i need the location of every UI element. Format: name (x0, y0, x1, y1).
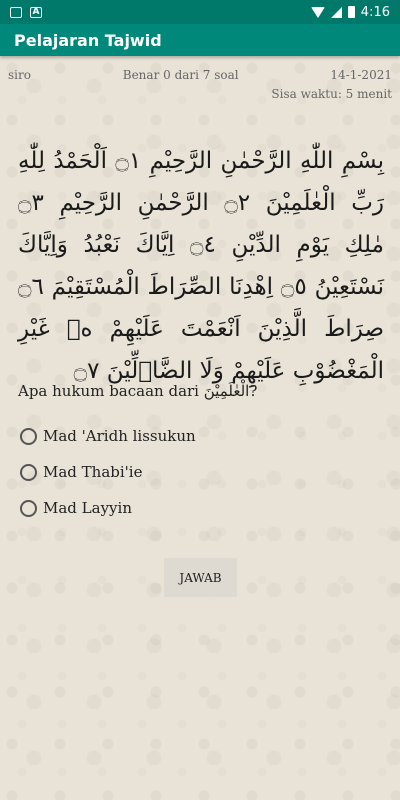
question-text (18, 382, 388, 400)
option-0[interactable] (20, 418, 196, 454)
quran-verse: بِسْمِ اللّٰهِ الرَّحْمٰنِ الرَّحِيْمِ ۝١ اَلْحَمْدُ لِلّٰهِ رَبِّ الْعٰلَمِيْنَ ۝٢ الرَّحْمٰنِ الرَّحِيْمِ ۝٣ مٰلِكِ يَوْمِ الدِّيْنِ ۝٤ اِيَّاكَ نَعْبُدُ وَاِيَّاكَ نَسْتَعِيْنُ ۝٥ اِهْدِنَا الصِّرَاطَ الْمُسْتَقِيْمَ ۝٦ صِرَاطَ الَّذِيْنَ اَنْعَمْتَ عَلَيْهِمْ ەۙ غَيْرِ الْمَغْضُوْبِ عَلَيْهِمْ وَلَا الضَّاۤلِّيْنَ ۝٧ (18, 148, 385, 384)
app-title: Pelajaran Tajwid (14, 30, 162, 50)
option-1[interactable] (20, 454, 196, 490)
signal-icon (331, 7, 342, 18)
option-2[interactable] (20, 490, 196, 526)
submit-answer-button[interactable]: JAWAB (164, 558, 237, 597)
option-label-0: Mad 'Aridh lissukun (43, 427, 196, 445)
answer-options (20, 418, 196, 526)
radio-button-1[interactable] (20, 464, 37, 481)
image-icon (10, 7, 22, 18)
timer-text: Sisa waktu: 5 menit (271, 87, 392, 101)
status-bar (0, 0, 400, 24)
a-icon: A (30, 7, 42, 18)
battery-icon (348, 6, 355, 18)
question-word: الْعٰلَمِيْنَ (203, 382, 250, 400)
user-name: siro (8, 68, 31, 82)
radio-button-0[interactable] (20, 428, 37, 445)
option-label-1: Mad Thabi'ie (43, 463, 143, 481)
wifi-icon (311, 7, 325, 18)
info-row (8, 68, 392, 82)
app-bar (0, 24, 400, 56)
question-suffix: ? (249, 382, 258, 400)
radio-button-2[interactable] (20, 500, 37, 517)
score-text: Benar 0 dari 7 soal (122, 68, 239, 82)
date-text: 14-1-2021 (330, 68, 392, 82)
status-time: 4:16 (360, 4, 390, 20)
option-label-2: Mad Layyin (43, 499, 132, 517)
question-prefix: Apa hukum bacaan dari (18, 382, 204, 400)
